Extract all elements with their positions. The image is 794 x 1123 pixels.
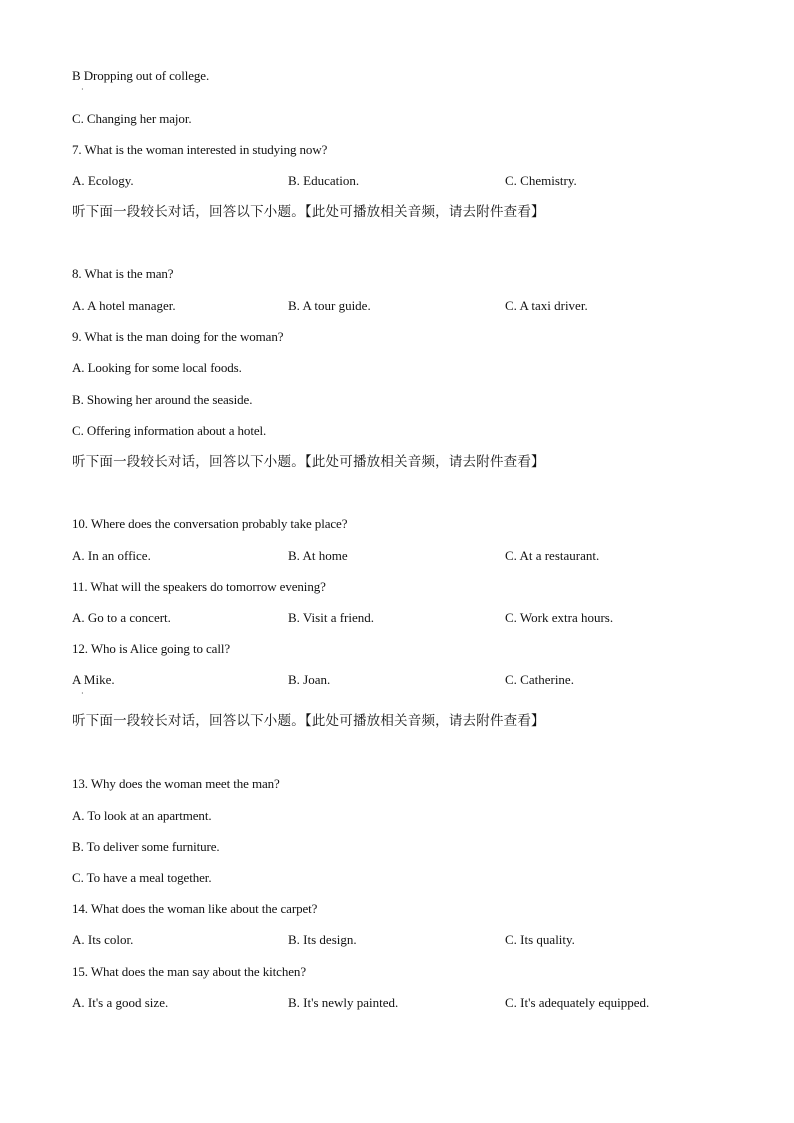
q14-option-a: A. Its color. bbox=[72, 932, 134, 947]
q14-question: 14. What does the woman like about the carpet? bbox=[72, 901, 318, 916]
q8-question: 8. What is the man? bbox=[72, 266, 174, 281]
listening-instruction: 听下面一段较长对话，回答以下小题。【此处可播放相关音频，请去附件查看】 bbox=[72, 454, 545, 470]
q10-question: 10. Where does the conversation probably take place? bbox=[72, 516, 348, 531]
q15-option-b: B. It's newly painted. bbox=[288, 995, 399, 1010]
q7-option-b: B. Education. bbox=[288, 173, 360, 188]
q15-option-a: A. It's a good size. bbox=[72, 995, 169, 1010]
q6-option-b: B Dropping out of college. bbox=[72, 68, 210, 83]
q7-question: 7. What is the woman interested in studying now? bbox=[72, 142, 328, 157]
q10-option-b: B. At home bbox=[288, 548, 348, 563]
q9-option-a: A. Looking for some local foods. bbox=[72, 360, 242, 375]
q8-option-c: C. A taxi driver. bbox=[505, 298, 588, 313]
q13-question: 13. Why does the woman meet the man? bbox=[72, 776, 280, 791]
q9-option-b: B. Showing her around the seaside. bbox=[72, 392, 253, 407]
q10-option-c: C. At a restaurant. bbox=[505, 548, 600, 563]
q9-question: 9. What is the man doing for the woman? bbox=[72, 329, 284, 344]
q11-option-c: C. Work extra hours. bbox=[505, 610, 614, 625]
q8-option-a: A. A hotel manager. bbox=[72, 298, 176, 313]
q12-option-b: B. Joan. bbox=[288, 672, 331, 687]
stray-dot: · bbox=[81, 85, 84, 94]
q11-option-b: B. Visit a friend. bbox=[288, 610, 374, 625]
q12-option-c: C. Catherine. bbox=[505, 672, 574, 687]
q15-question: 15. What does the man say about the kitchen? bbox=[72, 964, 306, 979]
q7-option-c: C. Chemistry. bbox=[505, 173, 577, 188]
q12-option-a: A Mike. bbox=[72, 672, 115, 687]
q11-question: 11. What will the speakers do tomorrow evening? bbox=[72, 579, 326, 594]
q15-option-c: C. It's adequately equipped. bbox=[505, 995, 650, 1010]
q10-option-a: A. In an office. bbox=[72, 548, 151, 563]
stray-dot: · bbox=[81, 689, 84, 698]
q6-option-c: C. Changing her major. bbox=[72, 111, 192, 126]
q12-question: 12. Who is Alice going to call? bbox=[72, 641, 231, 656]
q13-option-c: C. To have a meal together. bbox=[72, 870, 212, 885]
q9-option-c: C. Offering information about a hotel. bbox=[72, 423, 267, 438]
q13-option-a: A. To look at an apartment. bbox=[72, 808, 212, 823]
q14-option-c: C. Its quality. bbox=[505, 932, 575, 947]
q13-option-b: B. To deliver some furniture. bbox=[72, 839, 220, 854]
listening-instruction: 听下面一段较长对话，回答以下小题。【此处可播放相关音频，请去附件查看】 bbox=[72, 713, 545, 729]
q11-option-a: A. Go to a concert. bbox=[72, 610, 171, 625]
q8-option-b: B. A tour guide. bbox=[288, 298, 371, 313]
q14-option-b: B. Its design. bbox=[288, 932, 357, 947]
q7-option-a: A. Ecology. bbox=[72, 173, 134, 188]
listening-instruction: 听下面一段较长对话，回答以下小题。【此处可播放相关音频，请去附件查看】 bbox=[72, 204, 545, 220]
